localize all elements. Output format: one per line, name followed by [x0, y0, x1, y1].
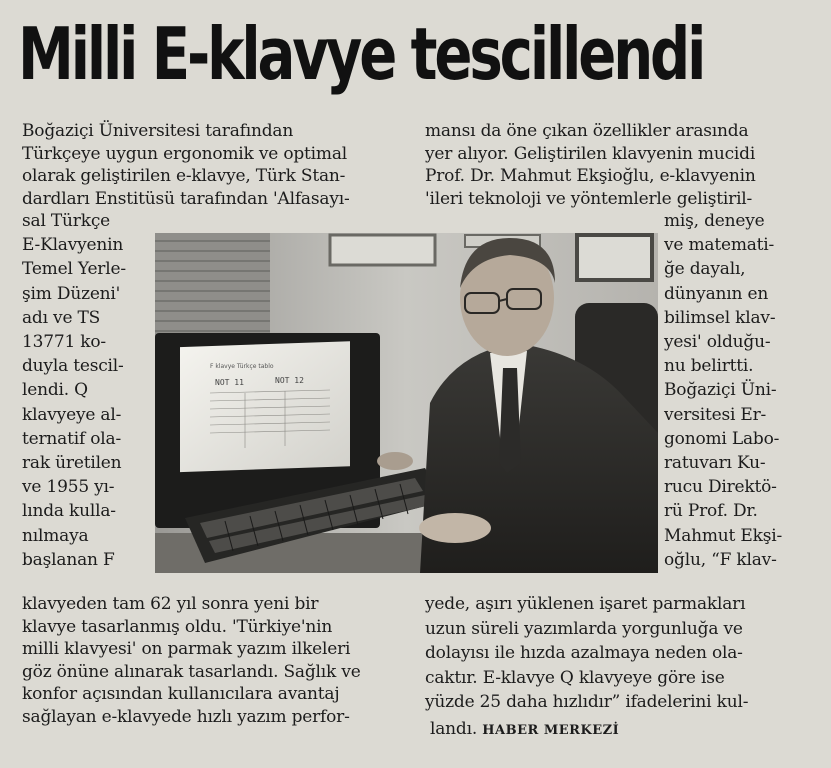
left-wrap-line: lendi. Q [22, 380, 88, 401]
left-column-line: klavye tasarlanmış oldu. 'Türkiye'nin [22, 616, 333, 637]
right-wrap-line: Boğaziçi Üni- [664, 380, 777, 401]
right-column-line: caktır. E-klavye Q klavyeye göre ise [425, 667, 725, 688]
photo-illustration [155, 233, 658, 573]
right-wrap-line: nu belirtti. [664, 356, 754, 377]
left-wrap-line: şim Düzeni' [22, 283, 121, 304]
screen-header: F klavye Türkçe tablo [210, 363, 274, 370]
last-line [430, 718, 619, 742]
byline-credit: HABER MERKEZİ [482, 723, 620, 738]
left-wrap-line: başlanan F [22, 549, 115, 570]
left-wrap-line: nılmaya [22, 525, 89, 546]
screen-text-right: NOT 12 [275, 376, 304, 385]
right-wrap-line: Mahmut Ekşi- [664, 525, 783, 546]
left-column-line: Boğaziçi Üniversitesi tarafından [22, 121, 294, 141]
left-wrap-line: lında kulla- [22, 501, 116, 522]
left-wrap-line: E-Klavyenin [22, 235, 124, 256]
wall-frame [330, 235, 435, 265]
right-wrap-line: oğlu, “F klav- [664, 549, 777, 570]
left-wrap-line: adı ve TS [22, 307, 101, 328]
right-wrap-line: ve matemati- [664, 235, 775, 256]
right-wrap-line: yesi' olduğu- [664, 332, 771, 352]
right-wrap-line: versitesi Er- [664, 404, 767, 425]
right-wrap-line: bilimsel klav- [664, 307, 776, 328]
right-column-line: mansı da öne çıkan özellikler arasında [425, 121, 749, 141]
screen-text-left: NOT 11 [215, 378, 244, 387]
left-column-line: Türkçeye uygun ergonomik ve optimal [22, 143, 347, 164]
right-wrap-line: dünyanın en [664, 283, 769, 304]
right-column-line: uzun süreli yazımlarda yorgunluğa ve [425, 618, 743, 639]
right-column-line: Prof. Dr. Mahmut Ekşioğlu, e-klavyenin [425, 166, 756, 186]
right-column-line: 'ileri teknoloji ve yöntemlerle geliştiril- [425, 188, 753, 209]
left-wrap-line: Temel Yerle- [22, 259, 126, 280]
right-wrap-line: rü Prof. Dr. [664, 501, 758, 522]
left-column-line: milli klavyesi' on parmak yazım ilkeleri [22, 639, 351, 659]
right-column-line: yüzde 25 daha hızlıdır” ifadelerini kul- [425, 692, 749, 712]
right-wrap-line: miş, deneye [664, 211, 765, 231]
left-wrap-line: sal Türkçe [22, 211, 110, 231]
right-wrap-line: rucu Direktö- [664, 477, 777, 498]
left-wrap-line: rak üretilen [22, 453, 122, 473]
left-column-line: göz önüne alınarak tasarlandı. Sağlık ve [22, 661, 361, 682]
left-column-line: olarak geliştirilen e-klavye, Türk Stan- [22, 166, 346, 186]
headline: Milli E-klavye tescillendi [18, 12, 704, 96]
right-column-line: yede, aşırı yüklenen işaret parmakları [425, 594, 746, 614]
left-wrap-line: ve 1955 yı- [22, 477, 115, 498]
left-column-line: dardları Enstitüsü tarafından 'Alfasayı- [22, 188, 350, 209]
right-column-line: yer alıyor. Geliştirilen klavyenin mucidi [425, 143, 756, 164]
left-column-line: klavyeden tam 62 yıl sonra yeni bir [22, 594, 319, 614]
left-wrap-line: duyla tescil- [22, 356, 124, 377]
article-photo [155, 233, 658, 573]
right-wrap-line: gonomi Labo- [664, 428, 780, 449]
left-column-line: konfor açısından kullanıcılara avantaj [22, 684, 340, 704]
right-wrap-line: ratuvarı Ku- [664, 453, 766, 473]
right-column-line: dolayısı ile hızda azalmaya neden ola- [425, 643, 743, 663]
left-column-line: sağlayan e-klavyede hızlı yazım perfor- [22, 706, 350, 727]
left-wrap-line: ternatif ola- [22, 428, 122, 449]
left-wrap-line: 13771 ko- [22, 332, 106, 352]
left-wrap-line: klavyeye al- [22, 404, 122, 425]
right-wrap-line: ğe dayalı, [664, 259, 746, 280]
last-line-text: landı. [430, 719, 478, 739]
